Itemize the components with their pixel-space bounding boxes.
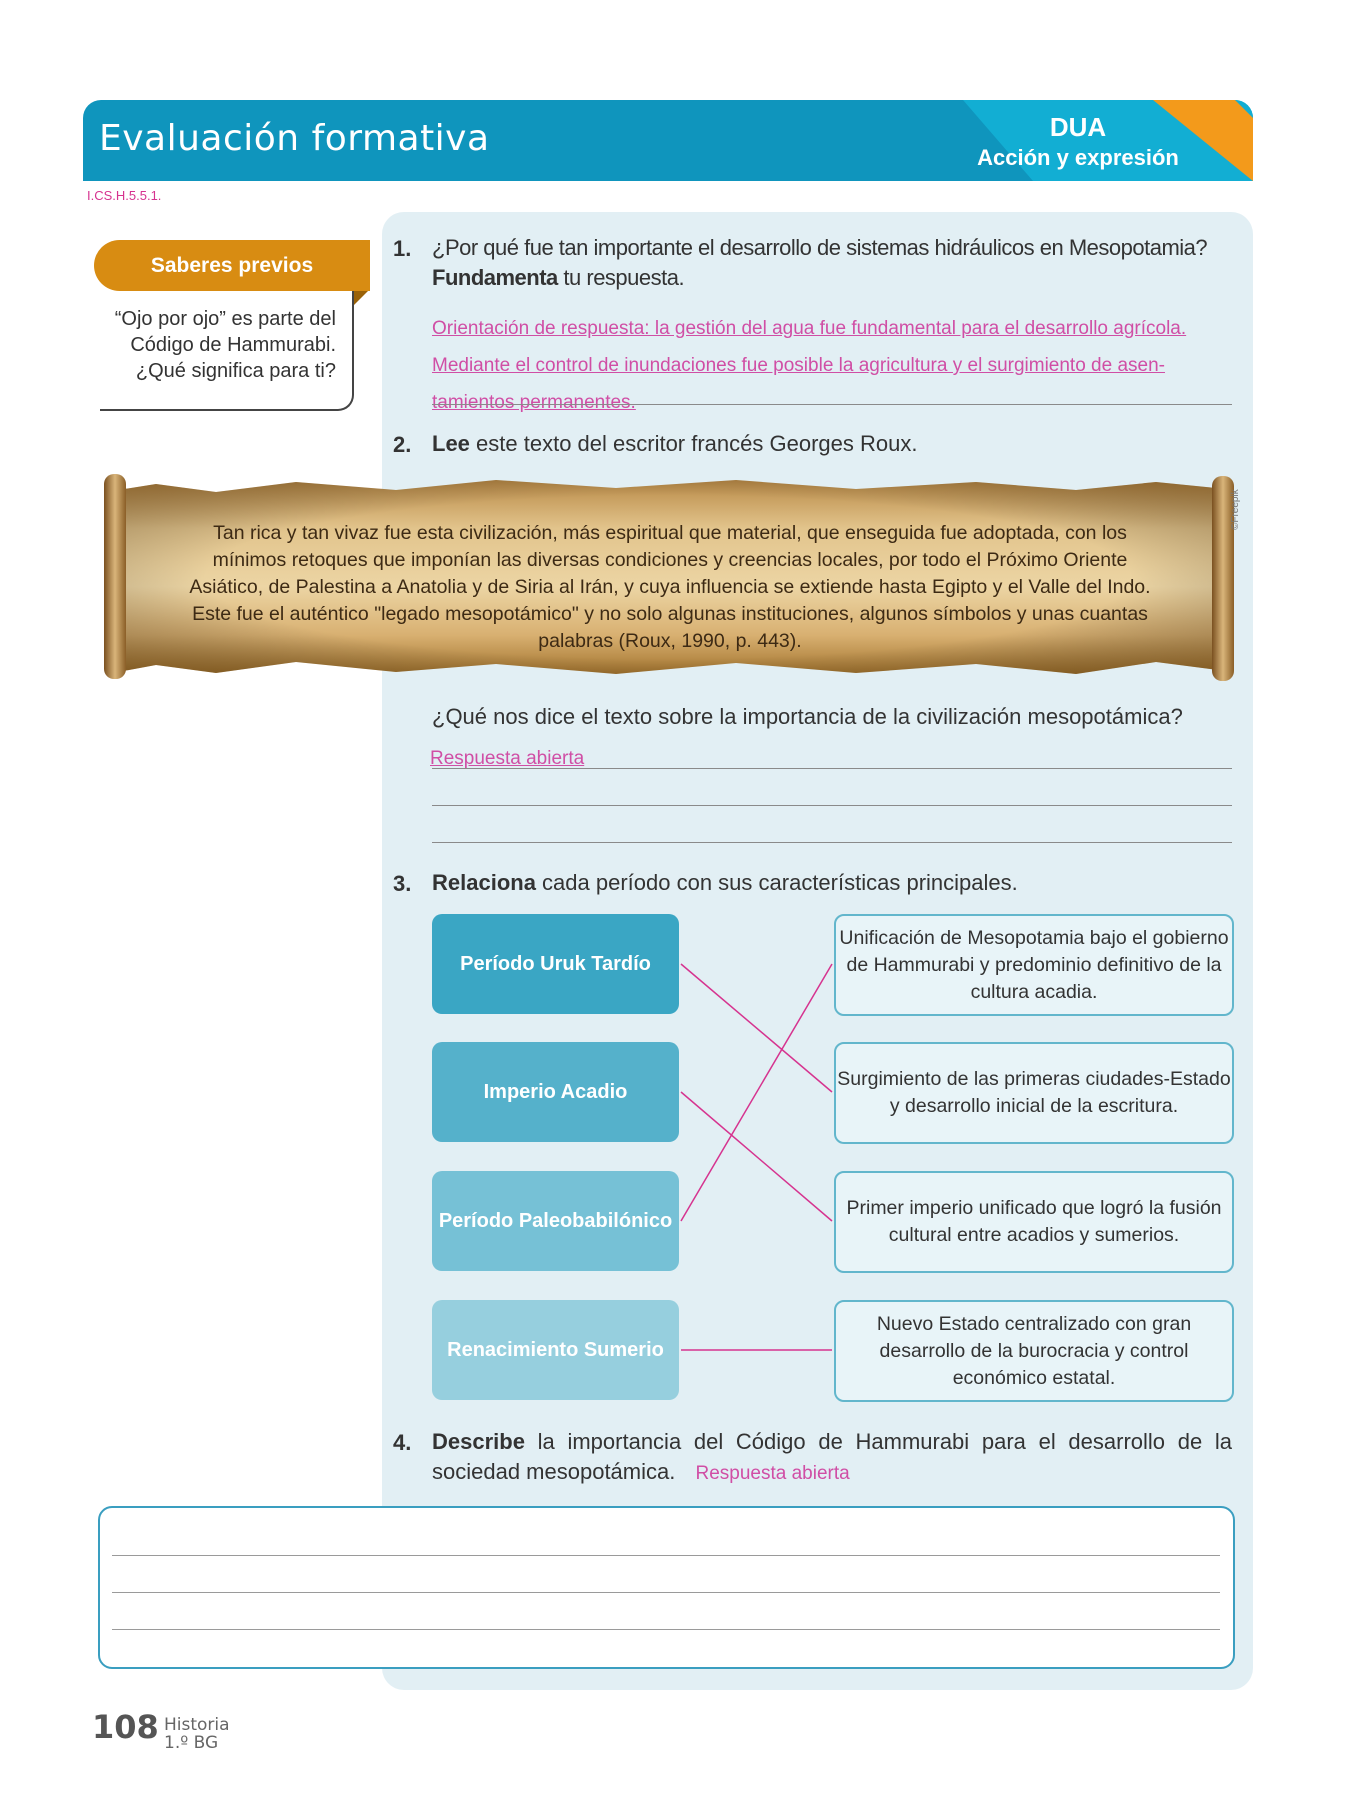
answer-line-2: Mediante el control de inundaciones fue posible la agricultura y el surgimiento de asen- — [432, 355, 1165, 376]
section-title: Evaluación formativa — [99, 118, 490, 159]
match-line-2 — [681, 1092, 832, 1221]
characteristic-box-1: Unificación de Mesopotamia bajo el gobierno de Hammurabi y predominio definitivo de la cultura acadia. — [834, 914, 1234, 1016]
question-2-answer: Respuesta abierta — [430, 748, 585, 769]
skill-code: I.CS.H.5.5.1. — [87, 188, 162, 203]
question-1-rest: tu respuesta. — [557, 265, 685, 290]
question-3-rest: cada período con sus características principales. — [535, 870, 1018, 895]
question-2-subquestion: ¿Qué nos dice el texto sobre la importancia de la civilización mesopotámica? — [432, 704, 1183, 729]
subject-name: Historia — [164, 1715, 230, 1735]
question-4-verb: Describe — [432, 1429, 525, 1454]
question-1-number: 1. — [393, 236, 412, 261]
period-box-renacimiento: Renacimiento Sumerio — [432, 1300, 679, 1400]
writing-line — [112, 1629, 1220, 1630]
characteristic-box-4: Nuevo Estado centralizado con gran desarrollo de la burocracia y control económico estatal. — [834, 1300, 1234, 1402]
answer-line-1: Orientación de respuesta: la gestión del agua fue fundamental para el desarrollo agrícola. — [432, 318, 1187, 339]
match-line-1 — [681, 964, 832, 1092]
question-3-number: 3. — [393, 871, 412, 896]
question-4-text — [432, 1427, 1232, 1489]
dua-subtitle: Acción y expresión — [977, 145, 1179, 170]
question-1-verb: Fundamenta — [432, 265, 558, 290]
question-4-number: 4. — [393, 1430, 412, 1455]
question-4-answer: Respuesta abierta — [695, 1463, 850, 1484]
answer-writing-box[interactable] — [98, 1506, 1235, 1669]
saberes-previos-tab: Saberes previos — [94, 240, 370, 291]
characteristic-box-2: Surgimiento de las primeras ciudades-Estado y desarrollo inicial de la escritura. — [834, 1042, 1234, 1144]
question-1-prompt: ¿Por qué fue tan importante el desarrollo de sistemas hidráulicos en Mesopotamia? — [432, 235, 1208, 260]
period-box-paleobabilonico: Período Paleobabilónico — [432, 1171, 679, 1271]
question-3-verb: Relaciona — [432, 870, 536, 895]
period-box-uruk: Período Uruk Tardío — [432, 914, 679, 1014]
question-2-rest: este texto del escritor francés Georges Roux. — [469, 431, 918, 456]
question-2-verb: Lee — [432, 431, 470, 456]
characteristic-box-3: Primer imperio unificado que logró la fusión cultural entre acadios y sumerios. — [834, 1171, 1234, 1273]
saberes-previos-text: “Ojo por ojo” es parte del Código de Hammurabi. ¿Qué significa para ti? — [114, 308, 336, 382]
scroll-quote: Tan rica y tan vivaz fue esta civilización, más espiritual que material, que enseguida fue adoptada, con los mínimos retoques que imponían las diversas condiciones y creencias locales, por todo el Próximo Oriente Asiático, de Palestina a Anatolia y de Siria al Irán, y cuya influencia se extiende hasta Egipto y el Valle del Indo. Este fue el auténtico "legado mesopotámico" y no solo algunas instituciones, algunos símbolos y unas cuantas palabras (Roux, 1990, p. 443). — [189, 522, 1151, 652]
dua-title: DUA — [1049, 112, 1107, 142]
writing-line — [112, 1592, 1220, 1593]
answer-line-3: tamientos permanentes. — [432, 392, 636, 413]
question-2-number: 2. — [393, 432, 412, 457]
grade-name: 1.º BG — [164, 1733, 219, 1753]
image-credit: ©Freepik — [1230, 489, 1241, 530]
subject-label — [164, 1716, 230, 1752]
page-number: 108 — [92, 1708, 159, 1746]
question-4-rest: la importancia del Código de Hammurabi para el desarrollo de la sociedad mesopotámica. — [432, 1429, 1232, 1484]
match-line-3 — [681, 964, 832, 1221]
writing-line — [112, 1555, 1220, 1556]
period-box-acadio: Imperio Acadio — [432, 1042, 679, 1142]
